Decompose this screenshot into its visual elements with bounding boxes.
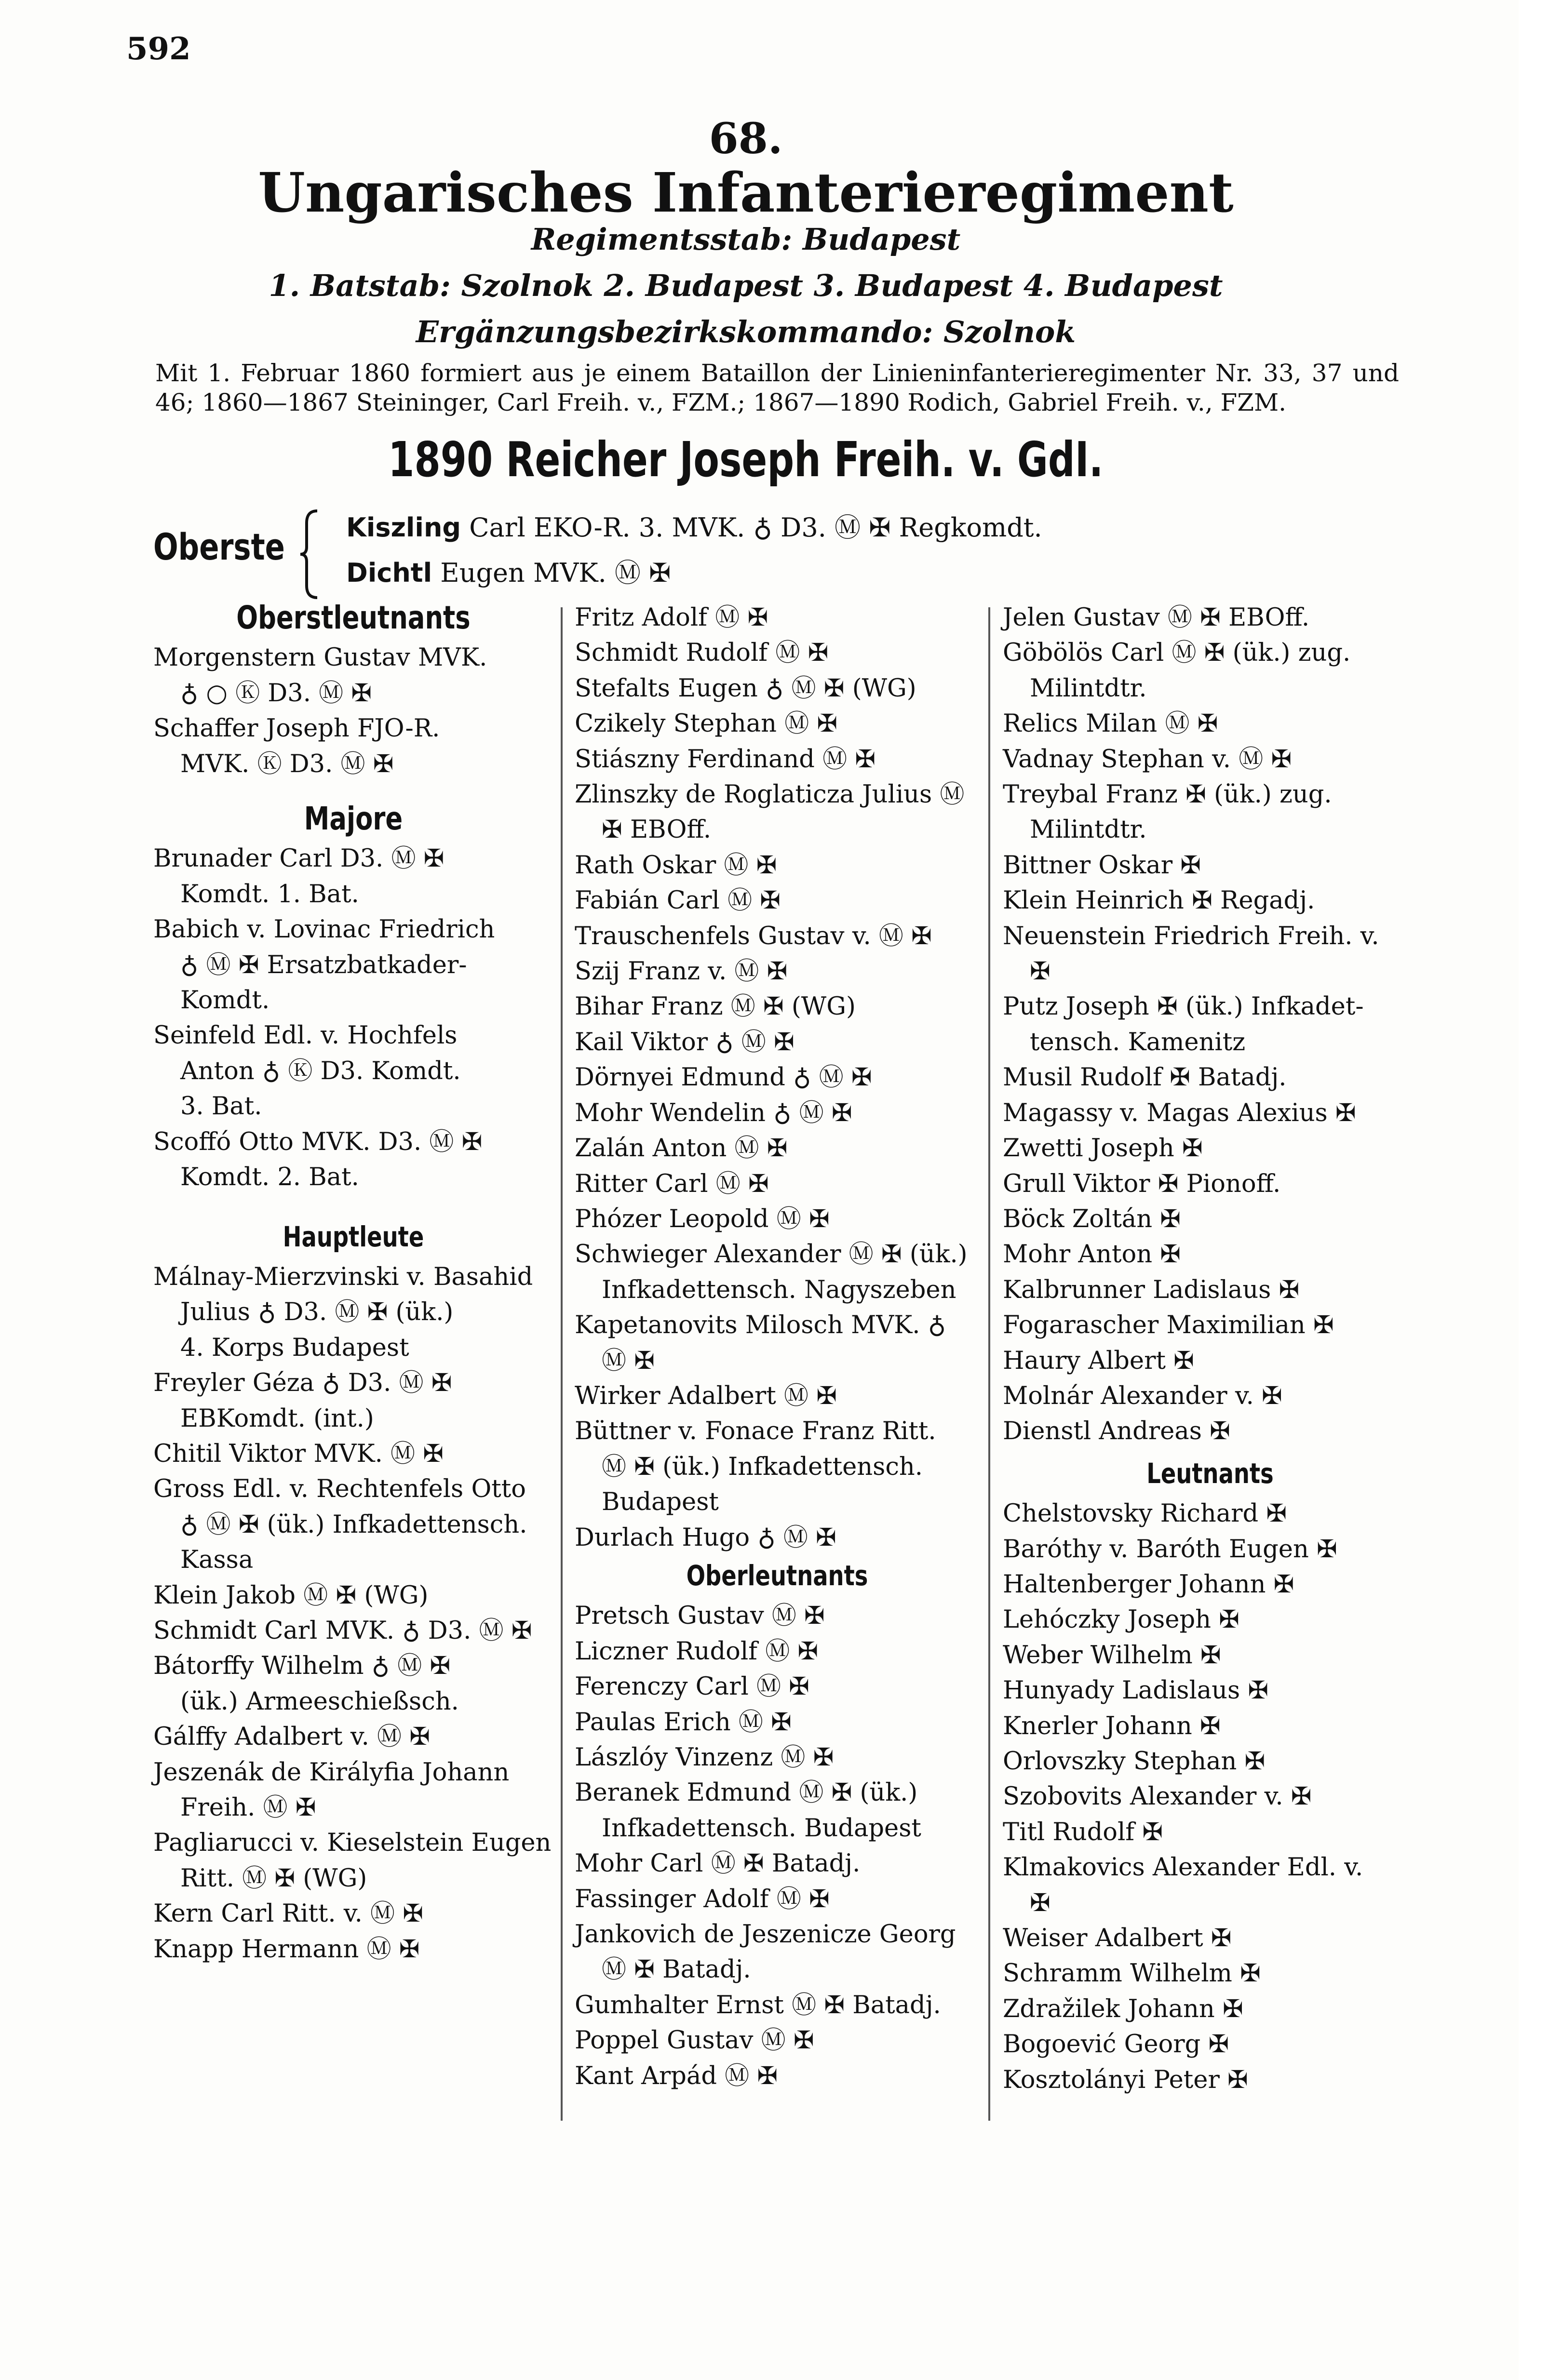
entry-continuation-line: Ⓜ ✠ Batadj.	[602, 1955, 751, 1984]
entry-name-line: Scoffó Otto MVK. D3. Ⓜ ✠	[153, 1127, 483, 1156]
roster-entry	[1003, 1850, 1417, 1921]
oberst-row	[346, 507, 1042, 544]
entry-name-line: Titl Rudolf ✠	[1003, 1818, 1163, 1846]
roster-entry	[1003, 883, 1417, 918]
roster-entry	[1003, 989, 1417, 1060]
colonel-owner	[126, 431, 1365, 488]
section-heading: Oberleutnants	[686, 1559, 868, 1592]
entry-name-line: Zwetti Joseph ✠	[1003, 1134, 1203, 1163]
roster-entry	[575, 671, 980, 706]
roster-entry	[1003, 1992, 1417, 2027]
roster-entry	[575, 635, 980, 670]
column-2	[575, 600, 980, 2094]
entry-name-line: Putz Joseph ✠ (ük.) Infkadet-	[1003, 992, 1364, 1021]
entry-continuation-line: (ük.) Armeeschießsch.	[180, 1687, 459, 1716]
entry-continuation-line: Komdt. 1. Bat.	[180, 880, 359, 909]
roster-entry	[1003, 1744, 1417, 1779]
roster-entry	[575, 1882, 980, 1917]
entry-name-line: Zlinszky de Roglaticza Julius Ⓜ	[575, 780, 965, 809]
entry-name-line: Weber Wilhelm ✠	[1003, 1641, 1221, 1670]
entry-name-line: Paulas Erich Ⓜ ✠	[575, 1708, 792, 1737]
roster-entry	[153, 1018, 553, 1124]
roster-entry	[1003, 1343, 1417, 1378]
roster-entry	[575, 1131, 980, 1166]
roster-entry	[575, 1237, 980, 1308]
scan-edge	[1519, 0, 1549, 2380]
entry-name-line: Rath Oskar Ⓜ ✠	[575, 851, 777, 880]
entry-name-line: Szij Franz v. Ⓜ ✠	[575, 957, 788, 986]
entry-name-line: Knerler Johann ✠	[1003, 1711, 1221, 1740]
roster-entry	[153, 1825, 553, 1896]
entry-name-line: Zdražilek Johann ✠	[1003, 1994, 1243, 2023]
roster-entry	[575, 706, 980, 741]
entry-name-line: Relics Milan Ⓜ ✠	[1003, 709, 1218, 738]
entry-name-line: Kant Arpád Ⓜ ✠	[575, 2061, 778, 2090]
section-heading: Hauptleute	[283, 1220, 424, 1253]
entry-name-line: Weiser Adalbert ✠	[1003, 1924, 1232, 1953]
roster-entry	[1003, 777, 1417, 848]
entry-continuation-line: ✠	[1030, 957, 1051, 986]
roster-entry	[1003, 1496, 1417, 1531]
roster-entry	[1003, 1779, 1417, 1814]
roster-entry	[1003, 848, 1417, 883]
entry-name-line: Seinfeld Edl. v. Hochfels	[153, 1021, 458, 1050]
entry-name-line: Fogarascher Maximilian ✠	[1003, 1311, 1334, 1340]
roster-entry	[153, 640, 553, 711]
entry-continuation-line: Kassa	[180, 1546, 254, 1575]
entry-name-line: Liczner Rudolf Ⓜ ✠	[575, 1637, 819, 1666]
roster-entry	[1003, 1638, 1417, 1673]
entry-name-line: Kern Carl Ritt. v. Ⓜ ✠	[153, 1899, 423, 1928]
roster-entry	[1003, 1096, 1417, 1131]
entry-continuation-line: 3. Bat.	[180, 1092, 262, 1121]
entry-name-line: Lászlóy Vinzenz Ⓜ ✠	[575, 1743, 834, 1772]
roster-entry	[575, 742, 980, 777]
battalion-staffs: 1. Batstab: Szolnok 2. Budapest 3. Budapest 4. Budapest	[269, 268, 1223, 303]
roster-entry	[575, 1414, 980, 1520]
entry-name-line: Göbölös Carl Ⓜ ✠ (ük.) zug.	[1003, 639, 1351, 668]
entry-name-line: Büttner v. Fonace Franz Ritt.	[575, 1417, 936, 1446]
roster-entry	[153, 1578, 553, 1613]
roster-entry	[1003, 1815, 1417, 1850]
entry-continuation-line: ♁ ○ Ⓚ D3. Ⓜ ✠	[180, 679, 372, 708]
roster-entry	[575, 1202, 980, 1237]
entry-name-line: Haltenberger Johann ✠	[1003, 1570, 1294, 1599]
roster-entry	[1003, 1956, 1417, 1991]
entry-name-line: Knapp Hermann Ⓜ ✠	[153, 1935, 420, 1964]
entry-name-line: Gross Edl. v. Rechtenfels Otto	[153, 1475, 526, 1504]
entry-continuation-line: Infkadettensch. Nagyszeben	[602, 1275, 956, 1304]
roster-entry	[1003, 1709, 1417, 1744]
entry-continuation-line: Ritt. Ⓜ ✠ (WG)	[180, 1864, 367, 1893]
roster-entry	[153, 1719, 553, 1754]
roster-entry	[153, 1755, 553, 1826]
entry-name-line: Molnár Alexander v. ✠	[1003, 1381, 1282, 1410]
entry-name-line: Málnay-Mierzvinski v. Basahid	[153, 1262, 533, 1291]
roster-entry	[575, 1025, 980, 1060]
roster-entry	[153, 1436, 553, 1471]
entry-continuation-line: ✠ EBOff.	[602, 816, 712, 844]
entry-continuation-line: Infkadettensch. Budapest	[602, 1814, 921, 1843]
roster-entry	[1003, 635, 1417, 706]
roster-entry	[153, 711, 553, 782]
entry-name-line: Musil Rudolf ✠ Batadj.	[1003, 1063, 1287, 1092]
entry-name-line: Klmakovics Alexander Edl. v.	[1003, 1853, 1363, 1882]
entry-continuation-line: Ⓜ ✠ (ük.) Infkadettensch.	[602, 1452, 923, 1481]
entry-name-line: Schramm Wilhelm ✠	[1003, 1959, 1261, 1988]
roster-entry	[575, 1308, 980, 1378]
entry-continuation-line: Komdt. 2. Bat.	[180, 1163, 359, 1192]
entry-name-line: Schwieger Alexander Ⓜ ✠ (ük.)	[575, 1240, 968, 1269]
roster-entry	[575, 2059, 980, 2094]
entry-name-line: Gálffy Adalbert v. Ⓜ ✠	[153, 1723, 430, 1752]
entry-continuation-line: Milintdtr.	[1030, 674, 1147, 703]
roster-entry	[575, 1598, 980, 1633]
entry-name-line: Kapetanovits Milosch MVK. ♁	[575, 1311, 946, 1340]
entry-continuation-line: Komdt.	[180, 986, 270, 1015]
entry-continuation-line: MVK. Ⓚ D3. Ⓜ ✠	[180, 749, 394, 778]
entry-name-line: Trauschenfels Gustav v. Ⓜ ✠	[575, 922, 932, 950]
roster-entry	[575, 954, 980, 989]
roster-entry	[575, 777, 980, 848]
regiment-staff: Regimentsstab: Budapest	[531, 222, 961, 257]
entry-name-line: Ferenczy Carl Ⓜ ✠	[575, 1672, 809, 1701]
column-rule	[561, 607, 563, 2121]
roster-entry	[153, 1613, 553, 1648]
entry-continuation-line: Milintdtr.	[1030, 816, 1147, 844]
entry-name-line: Haury Albert ✠	[1003, 1346, 1194, 1375]
entry-name-line: Bittner Oskar ✠	[1003, 851, 1201, 880]
oberste-block	[153, 506, 1118, 602]
roster-entry	[1003, 1308, 1417, 1343]
entry-name-line: Jeszenák de Királyfia Johann	[153, 1758, 510, 1787]
entry-name-line: Wirker Adalbert Ⓜ ✠	[575, 1381, 837, 1410]
entry-continuation-line: EBKomdt. (int.)	[180, 1404, 374, 1433]
entry-name-line: Pretsch Gustav Ⓜ ✠	[575, 1602, 825, 1631]
entry-continuation-line: Budapest	[602, 1488, 719, 1517]
column-3	[1003, 600, 1417, 2098]
roster-entry	[1003, 742, 1417, 777]
entry-name-line: Jelen Gustav Ⓜ ✠ EBOff.	[1003, 603, 1310, 632]
page-number: 592	[126, 31, 191, 67]
roster-entry	[575, 1378, 980, 1414]
section-heading: Oberstleutnants	[236, 599, 471, 636]
entry-name-line: Fabián Carl Ⓜ ✠	[575, 886, 781, 915]
entry-name-line: Kail Viktor ♁ Ⓜ ✠	[575, 1028, 795, 1056]
roster-entry	[575, 1166, 980, 1202]
oberst-name: Kiszling	[346, 512, 461, 543]
regiment-title: Ungarisches Infanterieregiment	[258, 161, 1234, 225]
entry-name-line: Fassinger Adolf Ⓜ ✠	[575, 1885, 830, 1913]
entry-name-line: Czikely Stephan Ⓜ ✠	[575, 709, 838, 738]
roster-entry	[153, 1365, 553, 1436]
roster-entry	[575, 848, 980, 883]
roster-entry	[1003, 1567, 1417, 1602]
section-heading: Majore	[304, 800, 403, 838]
entry-name-line: Kalbrunner Ladislaus ✠	[1003, 1275, 1300, 1304]
entry-name-line: Chitil Viktor MVK. Ⓜ ✠	[153, 1439, 444, 1468]
entry-name-line: Durlach Hugo ♁ Ⓜ ✠	[575, 1523, 836, 1552]
roster-entry	[575, 600, 980, 635]
entry-name-line: Mohr Anton ✠	[1003, 1240, 1181, 1269]
entry-name-line: Vadnay Stephan v. Ⓜ ✠	[1003, 745, 1292, 774]
entry-name-line: Baróthy v. Baróth Eugen ✠	[1003, 1535, 1337, 1564]
roster-entry	[1003, 1602, 1417, 1637]
entry-name-line: Schaffer Joseph FJO-R.	[153, 714, 440, 743]
entry-name-line: Neuenstein Friedrich Freih. v.	[1003, 922, 1379, 950]
entry-continuation-line: Julius ♁ D3. Ⓜ ✠ (ük.)	[180, 1298, 454, 1327]
roster-entry	[575, 1740, 980, 1775]
entry-name-line: Treybal Franz ✠ (ük.) zug.	[1003, 780, 1332, 809]
entry-name-line: Stefalts Eugen ♁ Ⓜ ✠ (WG)	[575, 674, 916, 703]
entry-name-line: Morgenstern Gustav MVK.	[153, 643, 487, 672]
entry-continuation-line: tensch. Kamenitz	[1030, 1028, 1246, 1056]
regiment-number: 68.	[709, 113, 783, 163]
roster-entry	[575, 1846, 980, 1881]
entry-name-line: Bogoević Georg ✠	[1003, 2030, 1229, 2059]
entry-name-line: Chelstovsky Richard ✠	[1003, 1499, 1287, 1528]
roster-entry	[1003, 1272, 1417, 1308]
roster-entry	[575, 919, 980, 954]
roster-entry	[1003, 1378, 1417, 1414]
entry-name-line: Dienstl Andreas ✠	[1003, 1417, 1230, 1446]
regiment-history: Mit 1. Februar 1860 formiert aus je einem Bataillon der Linieninfanterieregimenter Nr. 33, 37 und 46; 1860—1867 Steininger, Carl Freih. v., FZM.; 1867—1890 Rodich, Gabriel Freih. v., FZM.	[155, 359, 1399, 416]
entry-name-line: Grull Viktor ✠ Pionoff.	[1003, 1169, 1281, 1198]
entry-name-line: Böck Zoltán ✠	[1003, 1204, 1181, 1233]
entry-name-line: Mohr Carl Ⓜ ✠ Batadj.	[575, 1849, 861, 1878]
column-rule	[988, 607, 990, 2121]
roster-entry	[1003, 2062, 1417, 2098]
section-heading: Leutnants	[1146, 1457, 1274, 1490]
roster-entry	[1003, 1414, 1417, 1449]
entry-name-line: Beranek Edmund Ⓜ ✠ (ük.)	[575, 1778, 918, 1807]
column-1	[153, 600, 553, 1967]
oberst-name: Dichtl	[346, 558, 432, 588]
entry-name-line: Orlovszky Stephan ✠	[1003, 1747, 1266, 1776]
oberst-details: Eugen MVK. Ⓜ ✠	[440, 558, 671, 588]
entry-continuation-line: Ⓜ ✠	[602, 1346, 655, 1375]
roster-entry	[153, 841, 553, 912]
roster-entry	[1003, 1166, 1417, 1202]
entry-continuation-line: ✠	[1030, 1888, 1051, 1917]
entry-name-line: Fritz Adolf Ⓜ ✠	[575, 603, 768, 632]
entry-name-line: Mohr Wendelin ♁ Ⓜ ✠	[575, 1098, 852, 1127]
roster-entry	[575, 989, 980, 1024]
roster-entry	[575, 1060, 980, 1095]
roster-entry	[1003, 1673, 1417, 1708]
oberst-row	[346, 552, 671, 589]
brace-icon	[298, 508, 322, 600]
entry-name-line: Ritter Carl Ⓜ ✠	[575, 1169, 769, 1198]
entry-name-line: Poppel Gustav Ⓜ ✠	[575, 2026, 814, 2055]
entry-name-line: Freyler Géza ♁ D3. Ⓜ ✠	[153, 1369, 452, 1398]
roster-entry	[153, 1648, 553, 1719]
entry-continuation-line: 4. Korps Budapest	[180, 1333, 409, 1362]
roster-entry	[153, 1259, 553, 1365]
entry-name-line: Jankovich de Jeszenicze Georg	[575, 1920, 956, 1949]
entry-name-line: Bihar Franz Ⓜ ✠ (WG)	[575, 992, 856, 1021]
entry-name-line: Brunader Carl D3. Ⓜ ✠	[153, 844, 444, 873]
entry-name-line: Pagliarucci v. Kieselstein Eugen	[153, 1829, 552, 1858]
district-command: Ergänzungsbezirkskommando: Szolnok	[416, 314, 1076, 349]
roster-entry	[575, 1775, 980, 1846]
entry-continuation-line: Freih. Ⓜ ✠	[180, 1793, 316, 1822]
roster-entry	[1003, 1921, 1417, 1956]
roster-entry	[575, 1096, 980, 1131]
roster-entry	[575, 1520, 980, 1555]
entry-name-line: Hunyady Ladislaus ✠	[1003, 1676, 1269, 1705]
roster-entry	[575, 1705, 980, 1740]
roster-entry	[575, 883, 980, 918]
entry-name-line: Lehóczky Joseph ✠	[1003, 1605, 1239, 1634]
entry-name-line: Phózer Leopold Ⓜ ✠	[575, 1204, 830, 1233]
roster-entry	[1003, 1131, 1417, 1166]
roster-entry	[1003, 919, 1417, 989]
entry-name-line: Zalán Anton Ⓜ ✠	[575, 1134, 788, 1163]
entry-name-line: Klein Jakob Ⓜ ✠ (WG)	[153, 1581, 429, 1610]
colonel-owner-text: 1890 Reicher Joseph Freih. v. GdI.	[388, 431, 1104, 488]
entry-continuation-line: ♁ Ⓜ ✠ Ersatzbatkader-	[180, 950, 467, 979]
entry-name-line: Babich v. Lovinac Friedrich	[153, 915, 495, 944]
roster-entry	[575, 1988, 980, 2023]
roster-entry	[153, 1471, 553, 1578]
roster-entry	[575, 1917, 980, 1988]
entry-continuation-line: ♁ Ⓜ ✠ (ük.) Infkadettensch.	[180, 1510, 527, 1539]
entry-name-line: Schmidt Rudolf Ⓜ ✠	[575, 639, 829, 668]
roster-entry	[153, 912, 553, 1018]
roster-entry	[575, 1634, 980, 1669]
entry-name-line: Schmidt Carl MVK. ♁ D3. Ⓜ ✠	[153, 1616, 532, 1645]
entry-name-line: Kosztolányi Peter ✠	[1003, 2065, 1248, 2094]
entry-name-line: Stiászny Ferdinand Ⓜ ✠	[575, 745, 876, 774]
roster-entry	[575, 1669, 980, 1704]
entry-name-line: Bátorffy Wilhelm ♁ Ⓜ ✠	[153, 1652, 451, 1681]
oberst-details: Carl EKO-R. 3. MVK. ♁ D3. Ⓜ ✠ Regkomdt.	[469, 512, 1042, 543]
roster-entry	[1003, 706, 1417, 741]
oberste-label: Oberste	[153, 525, 285, 568]
roster-entry	[153, 1124, 553, 1195]
roster-entry	[1003, 1532, 1417, 1567]
roster-entry	[575, 2023, 980, 2058]
entry-name-line: Gumhalter Ernst Ⓜ ✠ Batadj.	[575, 1991, 941, 2019]
entry-name-line: Klein Heinrich ✠ Regadj.	[1003, 886, 1315, 915]
roster-entry	[1003, 2027, 1417, 2062]
roster-entry	[1003, 600, 1417, 635]
roster-entry	[153, 1896, 553, 1931]
entry-name-line: Magassy v. Magas Alexius ✠	[1003, 1098, 1356, 1127]
roster-entry	[1003, 1060, 1417, 1095]
roster-entry	[1003, 1202, 1417, 1237]
entry-name-line: Dörnyei Edmund ♁ Ⓜ ✠	[575, 1063, 872, 1092]
roster-entry	[153, 1932, 553, 1967]
entry-continuation-line: Anton ♁ Ⓚ D3. Komdt.	[180, 1056, 461, 1085]
roster-entry	[1003, 1237, 1417, 1272]
entry-name-line: Szobovits Alexander v. ✠	[1003, 1782, 1312, 1811]
